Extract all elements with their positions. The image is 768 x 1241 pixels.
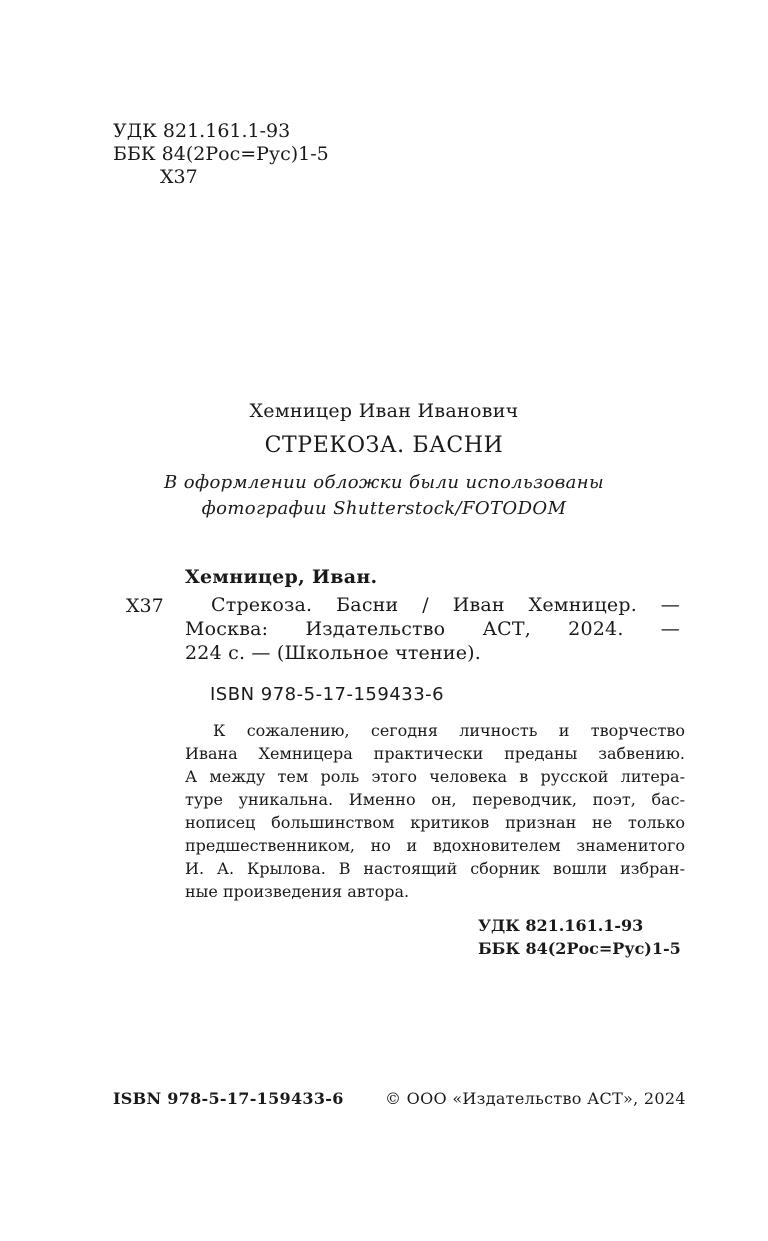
description-line: 224 с. — (Школьное чтение). bbox=[185, 642, 482, 664]
catalog-author-sign: Х37 bbox=[126, 595, 164, 617]
udk-code: УДК 821.161.1-93 bbox=[113, 120, 291, 142]
description-line: Стрекоза. Басни / Иван Хемницер. — bbox=[211, 594, 680, 616]
bbk-code: ББК 84(2Рос=Рус)1-5 bbox=[113, 143, 329, 165]
classification-codes bbox=[113, 120, 329, 189]
cover-credit-note bbox=[0, 470, 768, 522]
catalog-isbn: ISBN 978-5-17-159433-6 bbox=[210, 684, 445, 705]
catalog-classification-codes bbox=[478, 914, 681, 960]
annotation-line: К сожалению, сегодня личность и творчество bbox=[213, 721, 685, 740]
annotation-line: А между тем роль этого человека в русской литера- bbox=[185, 767, 685, 786]
catalog-bbk-code: ББК 84(2Рос=Рус)1-5 bbox=[478, 939, 681, 958]
catalog-author-heading: Хемницер, Иван. bbox=[185, 566, 378, 588]
annotation-line: И. А. Крылова. В настоящий сборник вошли избран- bbox=[185, 859, 685, 878]
annotation-line: предшественником, но и вдохновителем знаменитого bbox=[185, 836, 685, 855]
annotation-line: туре уникальна. Именно он, переводчик, поэт, бас- bbox=[185, 790, 685, 809]
catalog-udk-code: УДК 821.161.1-93 bbox=[478, 916, 644, 935]
cover-credit-line: фотографии Shutterstock/FOTODOM bbox=[201, 498, 567, 519]
footer-isbn: ISBN 978-5-17-159433-6 bbox=[113, 1089, 344, 1108]
annotation bbox=[185, 719, 685, 903]
annotation-line: нописец большинством критиков признан не только bbox=[185, 813, 685, 832]
annotation-line: Ивана Хемницера практически преданы забвению. bbox=[185, 744, 685, 763]
annotation-line: ные произведения автора. bbox=[185, 882, 410, 901]
footer-copyright: © ООО «Издательство АСТ», 2024 bbox=[385, 1089, 686, 1108]
book-author: Хемницер Иван Иванович bbox=[249, 400, 519, 422]
cover-credit-line: В оформлении обложки были использованы bbox=[163, 472, 605, 493]
author-sign: Х37 bbox=[160, 166, 198, 188]
catalog-description bbox=[185, 593, 680, 665]
book-title: СТРЕКОЗА. БАСНИ bbox=[264, 433, 504, 458]
description-line: Москва: Издательство АСТ, 2024. — bbox=[185, 618, 680, 640]
